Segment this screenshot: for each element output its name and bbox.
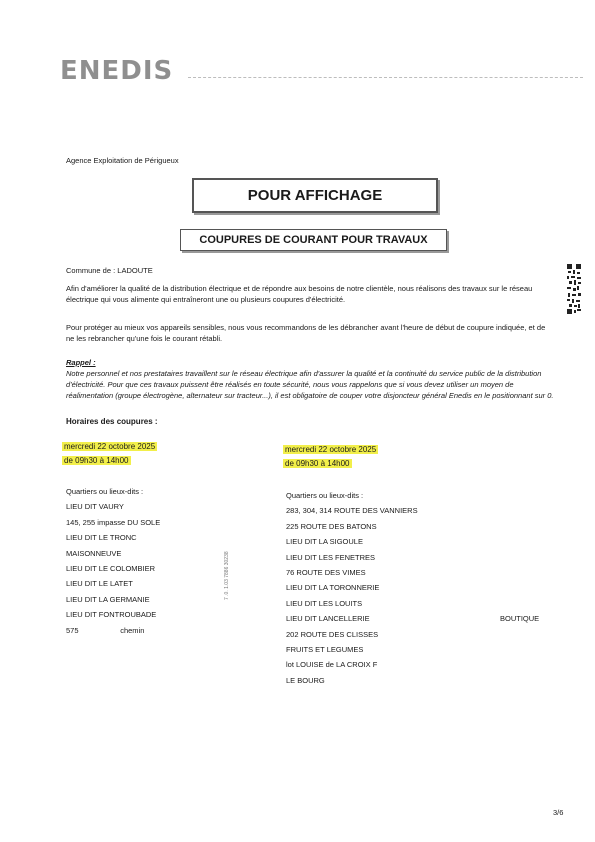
list-item: LE BOURG [286,675,325,685]
list-item: LIEU DIT LA SIGOULE [286,537,363,547]
list-item: LIEU DIT LA TORONNERIE [286,583,380,593]
reminder-block [66,357,556,401]
commune-label: Commune de : LADOUTE [66,266,153,275]
list-item: LIEU DIT LES LOUITS [286,598,363,608]
list-item: LIEU DIT LES FENETRES [286,552,376,562]
list-item: LIEU DIT LA GERMANIE [66,594,150,604]
list-item: FRUITS ET LEGUMES [286,645,364,655]
page-subtitle: COUPURES DE COURANT POUR TRAVAUX [199,234,428,246]
schedule-right [283,443,378,471]
schedule-time: de 09h30 à 14h00 [285,459,350,468]
protect-paragraph [66,322,546,344]
places-title: Quartiers ou lieux-dits : [66,487,144,496]
title-box [192,178,438,213]
list-item: 145, 255 impasse DU SOLE [66,517,161,527]
header-divider [188,77,583,78]
list-item: LIEU DIT LE LATET [66,579,133,589]
list-item: 202 ROUTE DES CLISSES [286,629,379,639]
schedule-date: mercredi 22 octobre 2025 [64,442,156,451]
reminder-title: Rappel : [66,358,96,367]
boutique-label: BOUTIQUE [500,614,540,623]
schedule-left [62,440,157,468]
enedis-logo: ENEDIS [60,56,174,86]
intro-paragraph [66,283,546,305]
places-title: Quartiers ou lieux-dits : [286,491,364,500]
list-item: LIEU DIT LE COLOMBIER [66,564,156,574]
list-item: 575 chemin [66,625,145,635]
qr-code-icon [567,264,581,314]
protect-text: Pour protéger au mieux vos appareils sensibles, nous vous recommandons de les débrancher avant l'heure de début de coupure indiquée, et de ne les rebrancher qu'une fois le courant rétabli. [66,323,546,343]
agency-name: Agence Exploitation de Périgueux [66,156,179,165]
list-item: LIEU DIT FONTROUBADE [66,610,157,620]
places-list-left [66,484,160,638]
list-item: LIEU DIT VAURY [66,502,124,512]
list-item: LIEU DIT LANCELLERIE [286,614,370,624]
schedule-date: mercredi 22 octobre 2025 [285,445,377,454]
list-item: 283, 304, 314 ROUTE DES VANNIERS [286,506,418,516]
places-list-right [286,488,418,688]
list-item: LIEU DIT LE TRONC [66,533,137,543]
reminder-text: Notre personnel et nos prestataires travaillent sur le réseau électrique afin d'assurer la qualité et la continuité du service public de la distribution d'électricité. Pour que ces travaux puissent être réalisés en toute sécurité, nous vous rappelons que si vous devez utiliser un moyen de réalimentation (groupe électrogène, alternateur sur tracteur...), il est obligatoire de couper votre disjoncteur général Enedis en le positionnant sur 0. [66,369,554,400]
schedule-heading: Horaires des coupures : [66,417,158,426]
page-number: 3/6 [553,808,564,817]
list-item: lot LOUISE de LA CROIX F [286,660,378,670]
schedule-time: de 09h30 à 14h00 [64,456,129,465]
intro-text: Afin d'améliorer la qualité de la distribution électrique et de répondre aux besoins de notre clientèle, nous réalisons des travaux sur le réseau électrique qui vous alimente qui entraîneront une ou plusieurs coupures d'électricité. [66,284,533,304]
page-title: POUR AFFICHAGE [247,187,383,204]
list-item: 76 ROUTE DES VIMES [286,568,366,578]
list-item: 225 ROUTE DES BATONS [286,521,377,531]
subtitle-box [180,229,447,251]
list-item: MAISONNEUVE [66,548,122,558]
vertical-code: 7 .0. 1.03 7886 30238 [224,551,230,600]
